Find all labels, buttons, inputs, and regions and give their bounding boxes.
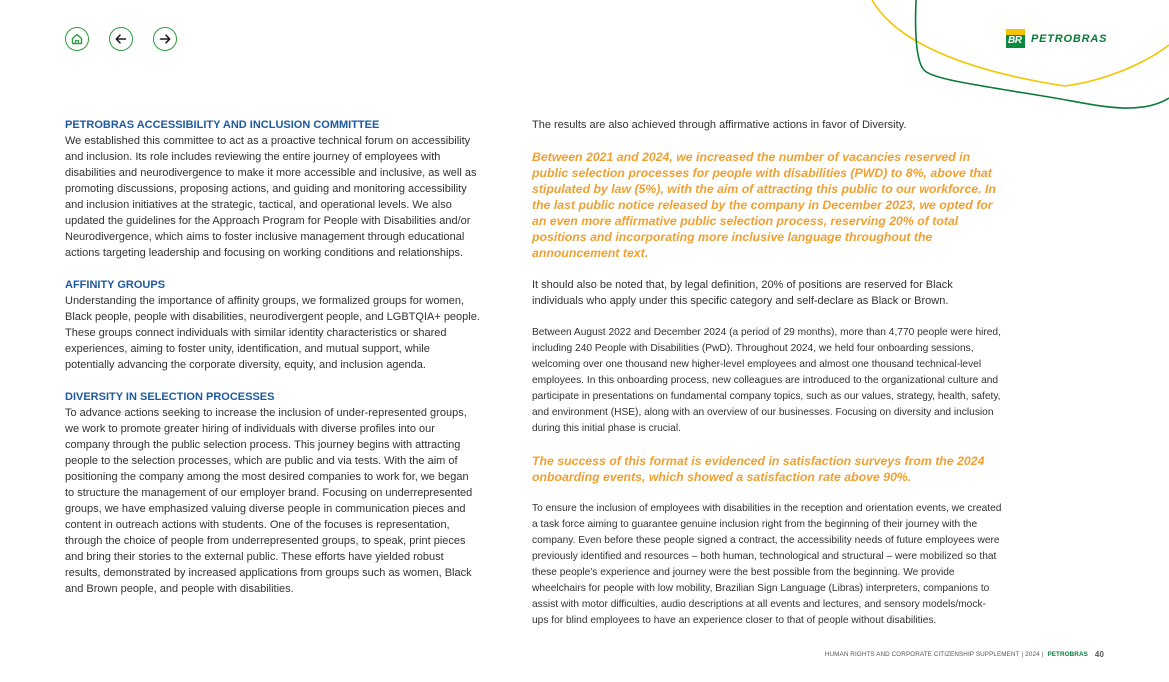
arrow-right-icon	[158, 32, 172, 46]
highlight-pwd-vacancies: Between 2021 and 2024, we increased the number of vacancies reserved in public selection processes for people with disabilities (PWD) to 8%, above that stipulated by law (5%), with the aim of attracting this public to our workforce. In the last public notice released by the company in December 2023, we opted for an even more affirmative public selection process, reserving 20% of total positions and incorporating more inclusive language throughout the announcement text.	[532, 150, 996, 260]
arrow-left-icon	[114, 32, 128, 46]
decorative-curves	[860, 0, 1169, 120]
paragraph-hiring-onboarding: Between August 2022 and December 2024 (a period of 29 months), more than 4,770 people were hired, including 240 People with Disabilities (PwD). Throughout 2024, we held four onboarding sessions, welcoming over one thousand new higher-level employees and almost one thousand technical-level employees. In this onboarding process, new colleagues are introduced to the organizational culture and participate in presentations on fundamental company topics, such as our values, strategy, health, safety, and environment (HSE), along with an overview of our businesses. Focusing on diversity and inclusion during this initial phase is crucial.	[532, 327, 1001, 434]
section-body-committee: We established this committee to act as a proactive technical forum on accessibility and inclusion. Its role includes reviewing the entire journey of employees with disabilities and neurodivergence to make it more accessible and inclusive, as well as promoting discussions, proposing actions, and guiding and monitoring accessibility and inclusion initiatives at the strategic, tactical, and operational levels. We also updated the guidelines for the Approach Program for People with Disabilities and/or Neurodivergence, which aims to foster inclusive management through educational actions targeting leadership and focusing on working conditions and relationships.	[65, 135, 477, 259]
section-body-affinity-groups: Understanding the importance of affinity groups, we formalized groups for women, Black people, people with disabilities, neurodivergent people, and LGBTQIA+ people. These groups connect individuals with similar identity characteristics or shared experiences, aiming to foster unity, identification, and mutual support, while potentially advancing the corporate diversity, equity, and inclusion agenda.	[65, 295, 480, 371]
forward-button[interactable]	[153, 27, 177, 51]
section-body-selection-processes: To advance actions seeking to increase the inclusion of under-represented groups, we work to promote greater hiring of individuals with diverse profiles into our company through the public selection process. This journey begins with attracting people to the selection processes, which are public and via tests. With the aim of positioning the company among the most desired companies to work for, we began to structure the management of our employer brand. Focusing on underrepresented groups, we have emphasized valuing diverse people in communication pieces and content in outreach actions with students. One of the focuses is representation, through the choice of people from underrepresented groups, to speak, print pieces and bring their stories to the external public. These efforts have yielded robust results, demonstrated by increased applications from groups such as women, Black and Brown people, and people with disabilities.	[65, 407, 473, 595]
br-logo-mark: BR	[1006, 29, 1025, 48]
home-button[interactable]	[65, 27, 89, 51]
right-column	[532, 117, 1002, 629]
paragraph-inclusion-task-force: To ensure the inclusion of employees with disabilities in the reception and orientation events, we created a task force aiming to guarantee genuine inclusion right from the beginning of their journey with the company. Even before these people signed a contract, the accessibility needs of future employees were previously identified and resources – both human, technological and structural – were mobilized so that these people's experience and journey were the best possible from the beginning. We provide wheelchairs for people with low mobility, Brazilian Sign Language (Libras) interpreters, companions to assist with motor difficulties, audio descriptions at all events and lectures, and sensory models/mock-ups for blind employees to have an experience closer to that of people without disabilities.	[532, 503, 1002, 626]
section-title-selection-processes: DIVERSITY IN SELECTION PROCESSES	[65, 391, 275, 403]
left-column	[65, 117, 480, 597]
footer-year: 2024	[1025, 651, 1040, 658]
paragraph-black-positions: It should also be noted that, by legal definition, 20% of positions are reserved for Black individuals who apply under this specific category and self-declare as Black or Brown.	[532, 279, 953, 307]
home-icon	[70, 32, 84, 46]
footer-separator: |	[1041, 651, 1044, 658]
footer-separator: |	[1021, 651, 1024, 658]
petrobras-logo	[1006, 29, 1107, 48]
footer-brand: PETROBRAS	[1047, 651, 1088, 658]
section-title-affinity-groups: AFFINITY GROUPS	[65, 279, 166, 291]
footer-title: HUMAN RIGHTS AND CORPORATE CITIZENSHIP SUPPLEMENT	[824, 651, 1020, 658]
page-footer	[825, 650, 1104, 659]
green-curve	[916, 0, 1169, 108]
back-button[interactable]	[109, 27, 133, 51]
highlight-satisfaction: The success of this format is evidenced in satisfaction surveys from the 2024 onboarding events, which showed a satisfaction rate above 90%.	[532, 454, 985, 484]
logo-text: PETROBRAS	[1031, 32, 1108, 45]
section-title-committee: PETROBRAS ACCESSIBILITY AND INCLUSION COMMITTEE	[65, 119, 380, 131]
page-number: 40	[1094, 650, 1104, 659]
paragraph-affirmative-actions: The results are also achieved through affirmative actions in favor of Diversity.	[532, 119, 907, 131]
